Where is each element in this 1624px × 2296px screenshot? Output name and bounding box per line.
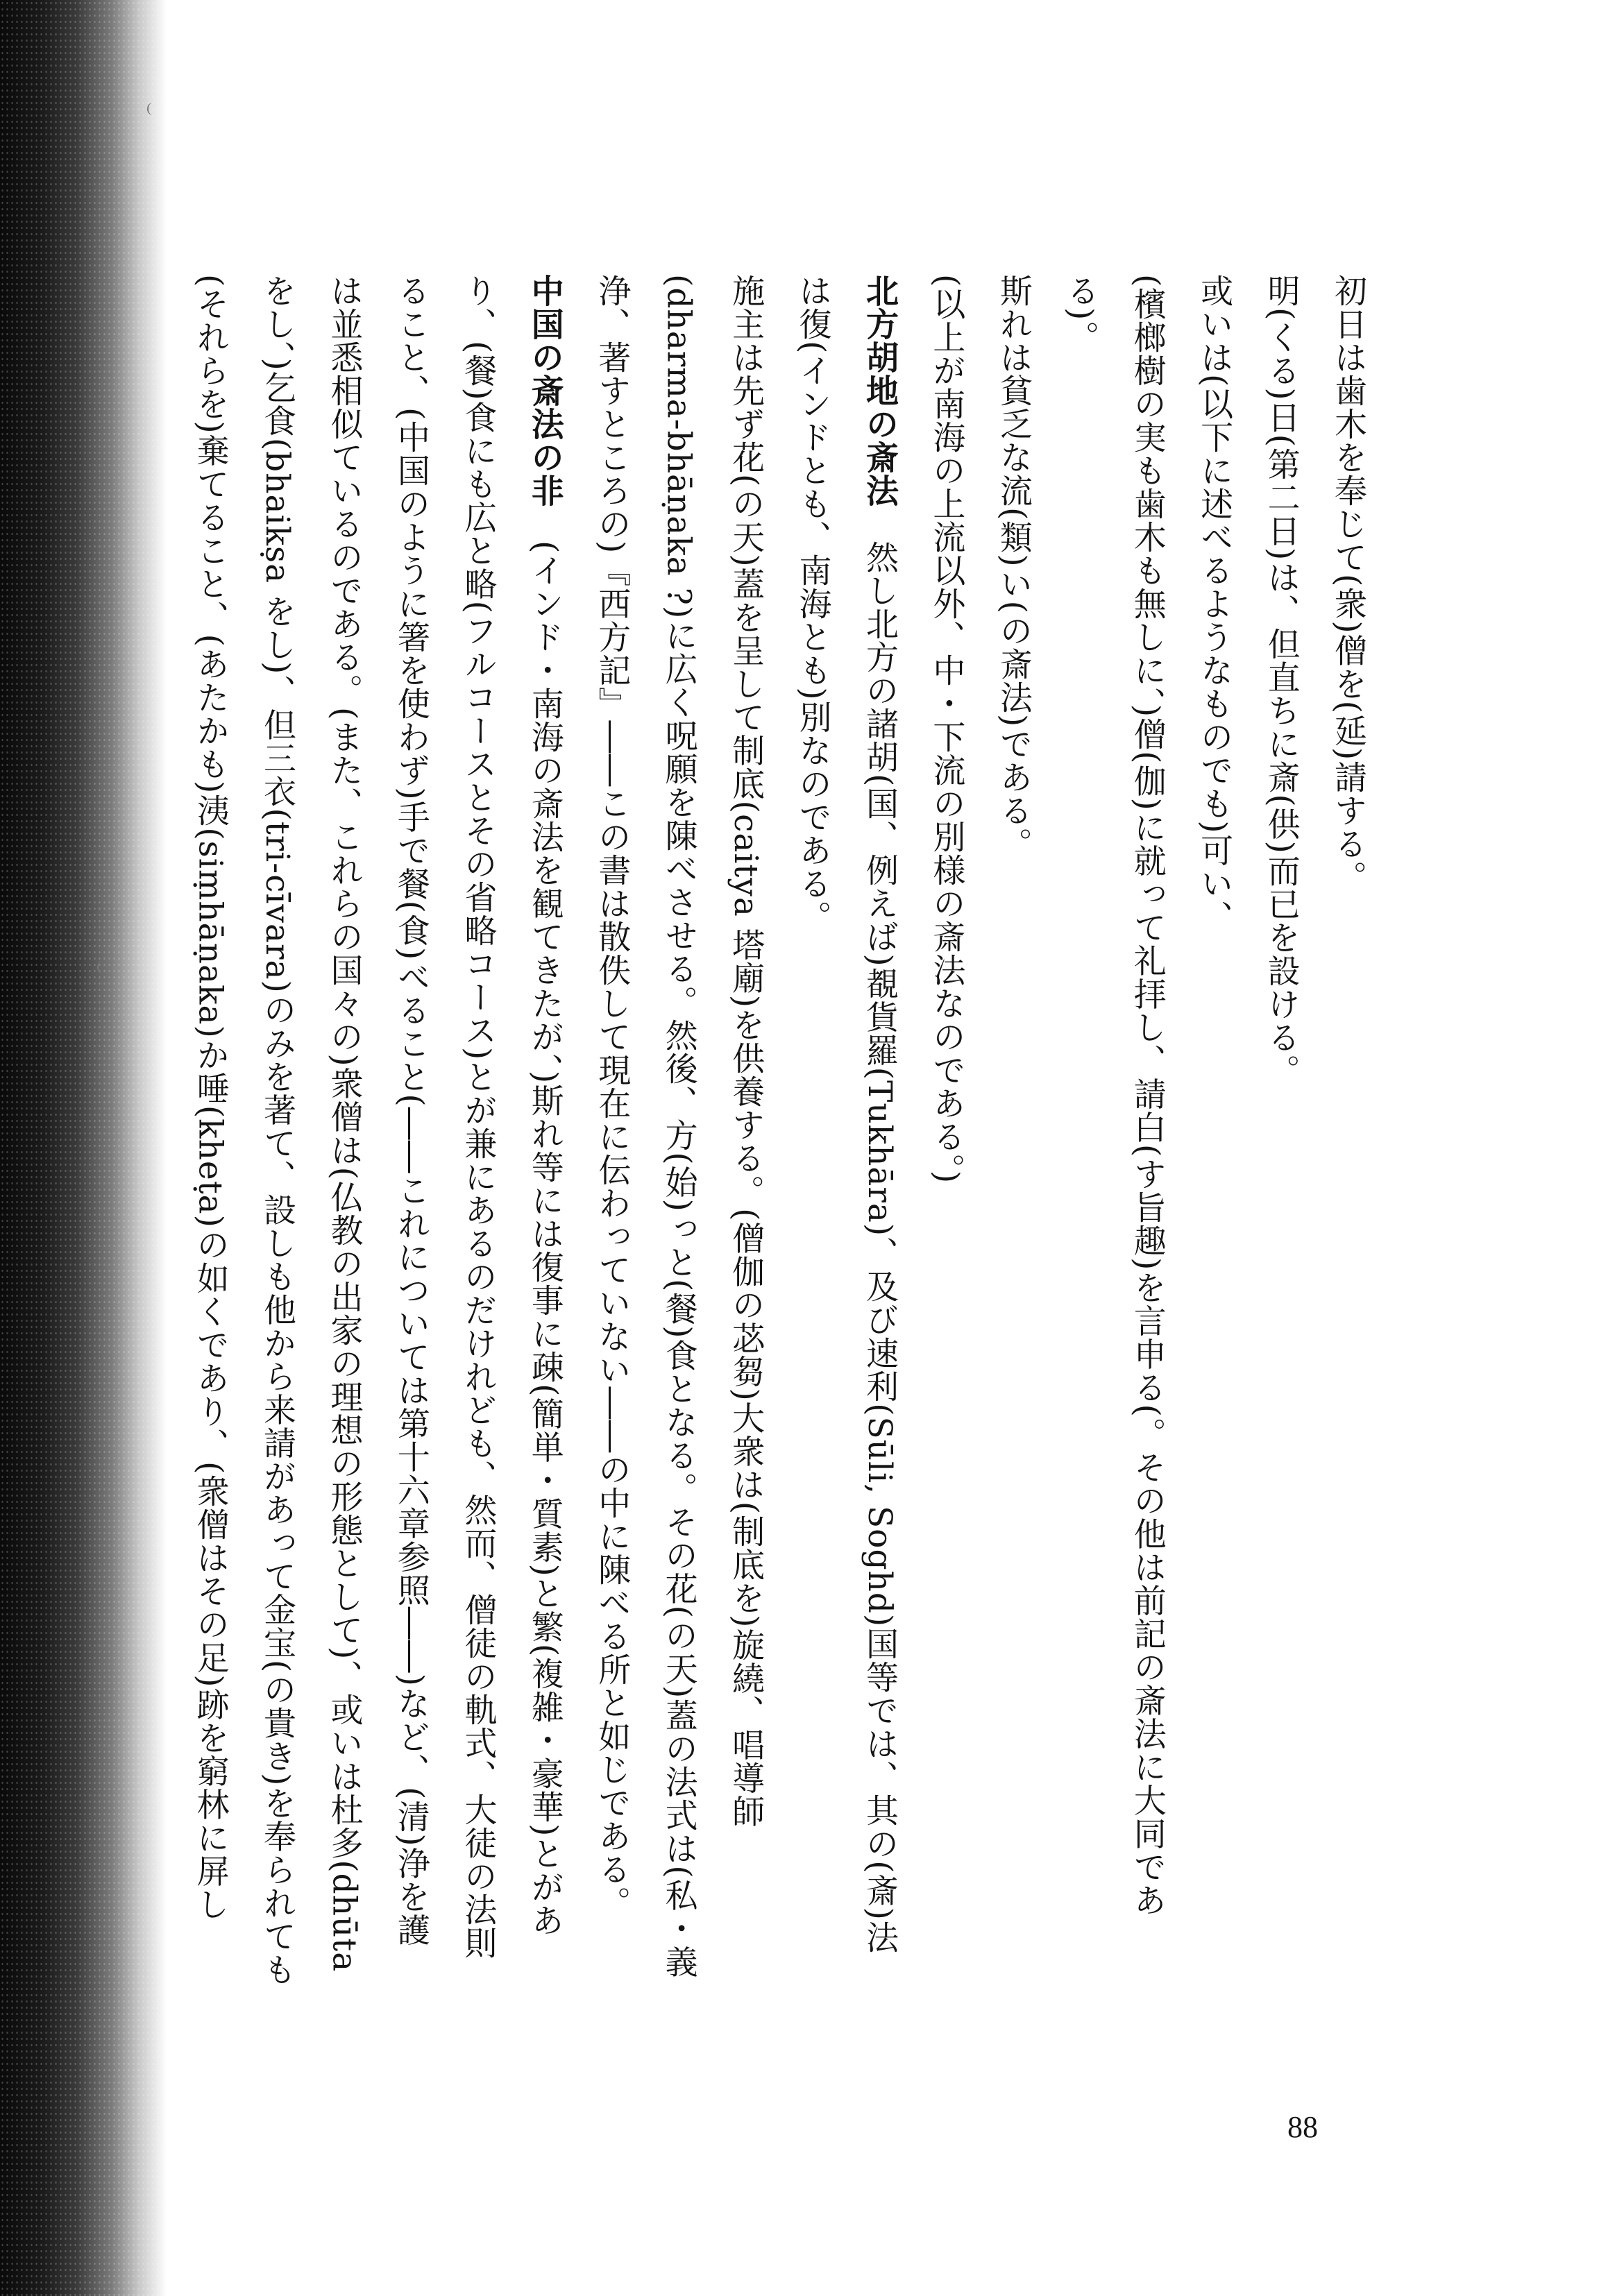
section-heading-north: 北方胡地の斎法 bbox=[860, 274, 899, 507]
scan-speck bbox=[97, 961, 108, 973]
scan-speck bbox=[147, 103, 158, 115]
text-line-8 bbox=[857, 274, 913, 2106]
text-line-9: は復(インドとも、南海とも)別なのである。 bbox=[793, 274, 832, 934]
text-line-6: 斯れは貧乏な流(類)い(の斎法)である。 bbox=[994, 274, 1033, 861]
page-number: 88 bbox=[1287, 2110, 1318, 2144]
text-line-10: 施主は先ず花(の天)蓋を呈して制底(caitya 塔廟)を供養する。(僧伽の苾芻)大衆は(制底を)旋繞、唱導師 bbox=[727, 274, 766, 1828]
scan-edge-shadow bbox=[0, 0, 167, 2296]
text-line-8-body: 然し北方の諸胡(国、例えば)覩貨羅(Tukhāra)、及び速利(Sūli, Soghd)国等では、其の(斎)法 bbox=[860, 541, 899, 1954]
text-line-13 bbox=[522, 274, 577, 2106]
text-line-17: をし、)乞食(bhaikṣa をし)、但三衣(tri-cīvara)のみを著て、設しも他から来請があって金宝(の貴き)を奉られても bbox=[258, 274, 296, 1987]
text-line-13-body: (インド・南海の斎法を観てきたが、)斯れ等には復事に疎(簡単・質素)と繁(複雑・豪華)とがあ bbox=[525, 541, 564, 1937]
text-line-14: り、(餐)食にも広と略(フルコースとその省略コース)とが兼にあるのだけれども、然而、僧徒の軌式、大徒の法則 bbox=[459, 274, 498, 1960]
text-line-18: (それらを)棄てること、(あたかも)洟(siṃhāṇaka)か唾(kheṭa)の如くであり、(衆僧はその足)跡を窮林に屏し bbox=[191, 274, 230, 1921]
text-line-15: ること、(中国のように箸を使わず)手で餐(食)べること(――これについては第十六章参照――)など、(清)浄を護 bbox=[391, 274, 430, 1947]
text-line-2: 明(くる)日(第二日)は、但直ちに斎(供)而已を設ける。 bbox=[1262, 274, 1301, 1088]
text-line-3: 或いは(以下に述べるようなものでも)可い、 bbox=[1195, 274, 1234, 934]
text-line-11: (dharma-bhāṇaka ?)に広く呪願を陳べさせる。然後、方(始)っと(餐)食となる。その花(の天)蓋の法式は(私・義 bbox=[659, 274, 698, 1979]
text-line-16: は並悉相似ているのである。(また、これらの国々の)衆僧は(仏教の出家の理想の形態として)、或いは杜多(dhūta bbox=[325, 274, 364, 1973]
text-line-4: (檳榔樹の実も歯木も無しに、)僧(伽)に就って礼拝し、請白(す旨趣)を言申る(。その他は前記の斎法に大同であ bbox=[1128, 274, 1167, 1917]
vertical-text-block bbox=[187, 274, 1381, 2106]
section-heading-china: 中国の斎法の非 bbox=[525, 274, 564, 507]
text-line-5: る)。 bbox=[1061, 274, 1100, 355]
text-line-12: 浄、著すところの)『西方記』――この書は散佚して現在に伝わっていない――の中に陳べる所と如じである。 bbox=[593, 274, 632, 1920]
text-line-1: 初日は歯木を奉じて(衆)僧を(延)請する。 bbox=[1329, 274, 1367, 894]
text-line-7: (以上が南海の上流以外、中・下流の別様の斎法なのである。) bbox=[927, 274, 966, 1184]
